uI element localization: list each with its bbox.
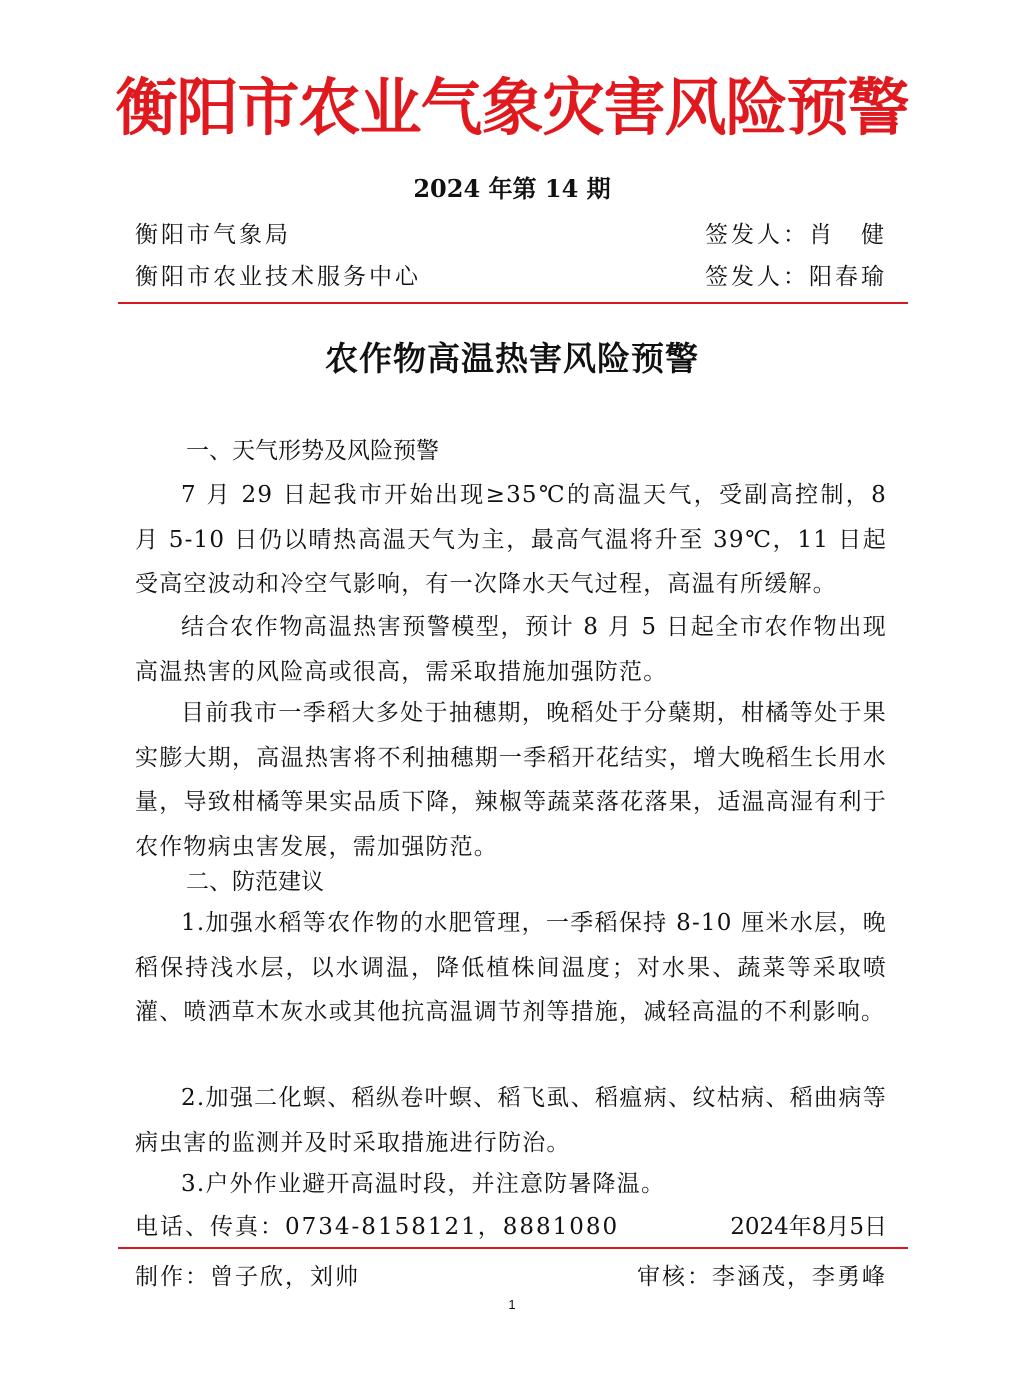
issue-number: 2024 年第 14 期 (413, 174, 611, 203)
issue-date: 2024年8月5日 (730, 1214, 887, 1240)
section-1-paragraph-3: 目前我市一季稻大多处于抽穗期，晚稻处于分蘖期，柑橘等处于果实膨大期，高温热害将不利抽穗期一季稻开花结实，增大晚稻生长用水量，导致柑橘等果实品质下降，辣椒等蔬菜落花落果，适温高湿有利于农作物病虫害发展，需加强防范。 (135, 700, 887, 860)
issuer-signer-1: 签发人：肖 健 (705, 222, 887, 248)
masthead-title: 衡阳市农业气象灾害风险预警 (115, 71, 909, 144)
page-number: 1 (508, 1297, 516, 1312)
section-1-paragraph-1: 7 月 29 日起我市开始出现≥35℃的高温天气，受副高控制，8 月 5-10 日仍以晴热高温天气为主，最高气温将升至 39℃，11 日起受高空波动和冷空气影响，有一次降水天气过程，高温有所缓解。 (135, 482, 887, 597)
section-2-paragraph-1: 1.加强水稻等农作物的水肥管理，一季稻保持 8-10 厘米水层，晚稻保持浅水层，以水调温，降低植株间温度；对水果、蔬菜等采取喷灌、喷洒草木灰水或其他抗高温调节剂等措施，减轻高温的不利影响。 (135, 910, 887, 1025)
footer-red-rule (118, 1247, 908, 1249)
section-2-heading: 二、防范建议 (186, 869, 324, 895)
contact-info: 电话、传真：0734-8158121，8881080 (135, 1214, 620, 1240)
header-red-rule (118, 302, 908, 304)
issuer-signer-2: 签发人：阳春瑜 (705, 264, 887, 290)
reviewer-credit: 审核：李涵茂，李勇峰 (637, 1264, 887, 1290)
producer-credit: 制作：曾子欣，刘帅 (135, 1264, 360, 1290)
section-2-paragraph-2: 2.加强二化螟、稻纵卷叶螟、稻飞虱、稻瘟病、纹枯病、稻曲病等病虫害的监测并及时采取措施进行防治。 (135, 1085, 887, 1156)
section-1-paragraph-2: 结合农作物高温热害预警模型，预计 8 月 5 日起全市农作物出现高温热害的风险高或很高，需采取措施加强防范。 (135, 614, 887, 685)
section-2-paragraph-3: 3.户外作业避开高温时段，并注意防暑降温。 (181, 1171, 666, 1197)
issuer-org-2: 衡阳市农业技术服务中心 (135, 264, 421, 290)
document-title: 农作物高温热害风险预警 (325, 339, 699, 378)
section-1-heading: 一、天气形势及风险预警 (186, 438, 439, 464)
issuer-org-1: 衡阳市气象局 (135, 222, 291, 248)
